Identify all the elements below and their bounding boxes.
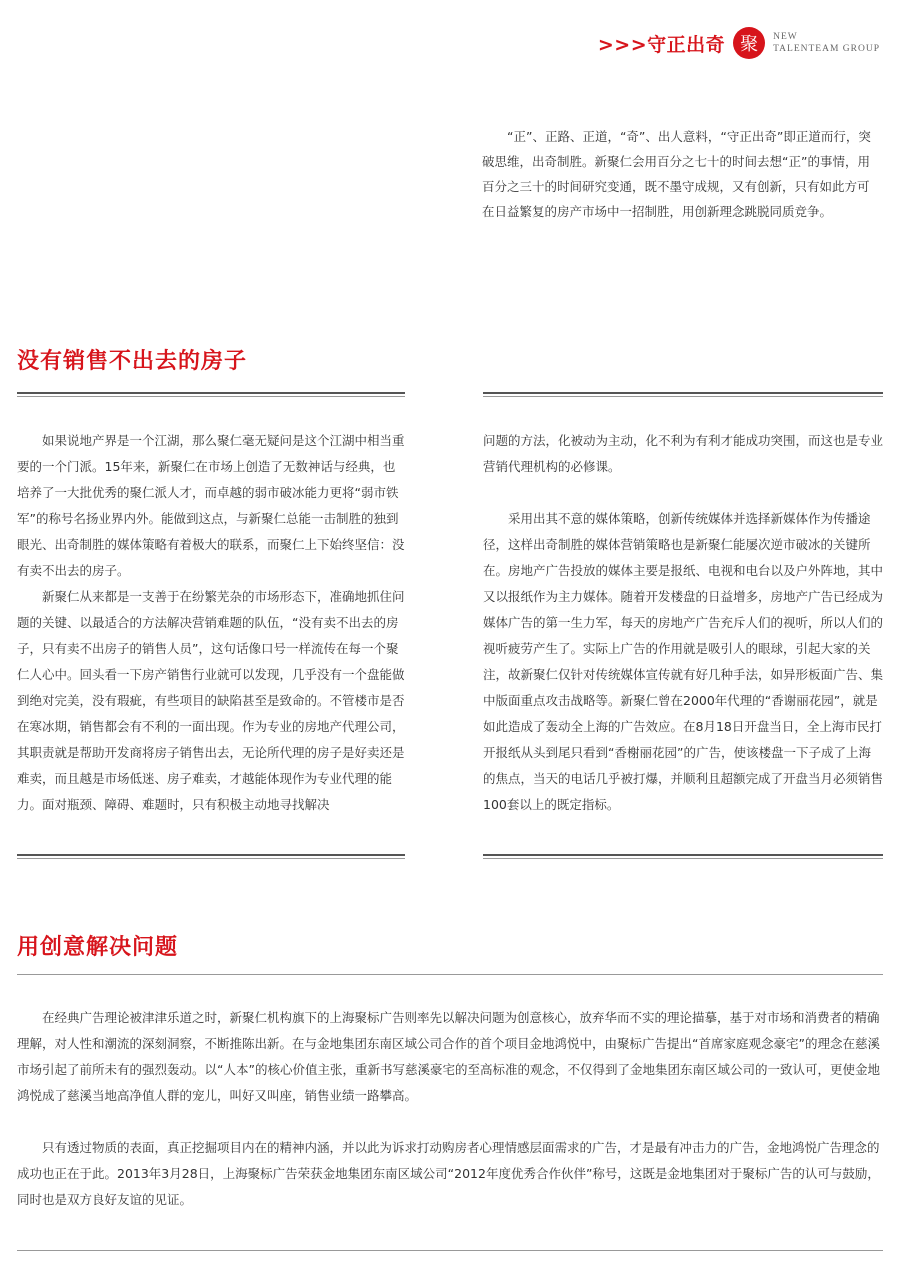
section2-title: 用创意解决问题 — [17, 934, 179, 960]
section1-title: 没有销售不出去的房子 — [17, 348, 248, 374]
brand-name-line2: TALENTEAM GROUP — [773, 44, 880, 54]
section1-left-column — [17, 428, 407, 818]
section2-top-rule — [17, 974, 883, 975]
section2-paragraph-2: 只有透过物质的表面，真正挖掘项目内在的精神内涵，并以此为诉求打动购房者心理情感层面需求的广告，才是最有冲击力的广告，金地鸿悦广告理念的成功也正在于此。2013年3月28日，上海聚标广告荣获金地集团东南区域公司“2012年度优秀合作伙伴”称号，这既是金地集团对于聚标广告的认可与鼓励，同时也是双方良好友谊的见证。 — [17, 1140, 880, 1207]
section1-right-paragraph-2: 采用出其不意的媒体策略，创新传统媒体并选择新媒体作为传播途径，这样出奇制胜的媒体营销策略也是新聚仁能屡次逆市破冰的关键所在。房地产广告投放的媒体主要是报纸、电视和电台以及户外阵地，其中又以报纸作为主力媒体。随着开发楼盘的日益增多，房地产广告已经成为媒体广告的第一生力军，每天的房地产广告充斥人们的视听，所以人们的视听疲劳产生了。实际上广告的作用就是吸引人的眼球，引起大家的关注，故新聚仁仅针对传统媒体宣传就有好几种手法，如异形板面广告、集中版面重点攻击战略等。新聚仁曾在2000年代理的“香谢丽花园”，就是如此造成了轰动全上海的广告效应。在8月18日开盘当日，全上海市民打开报纸从头到尾只看到“香榭丽花园”的广告，使该楼盘一下子成了上海的焦点，当天的电话几乎被打爆，并顺利且超额完成了开盘当月必须销售100套以上的既定指标。 — [483, 511, 884, 812]
brand-name — [773, 31, 880, 55]
section1-right-paragraph-1: 问题的方法，化被动为主动，化不利为有利才能成功突围，而这也是专业营销代理机构的必修课。 — [483, 433, 884, 474]
section2-bottom-rule — [17, 1250, 883, 1251]
intro-paragraph: “正”、正路、正道，“奇”、出人意料，“守正出奇”即正道而行，突破思维，出奇制胜。新聚仁会用百分之七十的时间去想“正”的事情，用百分之三十的时间研究变通，既不墨守成规，又有创新，只有如此方可在日益繁复的房产市场中一招制胜，用创新理念跳脱同质竞争。 — [482, 129, 871, 219]
section1-left-paragraph-1: 如果说地产界是一个江湖，那么聚仁毫无疑问是这个江湖中相当重要的一个门派。15年来，新聚仁在市场上创造了无数神话与经典，也培养了一大批优秀的聚仁派人才，而卓越的弱市破冰能力更将“弱市铁军”的称号名扬业界内外。能做到这点，与新聚仁总能一击制胜的独到眼光、出奇制胜的媒体策略有着极大的联系，而聚仁上下始终坚信：没有卖不出去的房子。 — [17, 433, 405, 578]
section1-top-rule-right — [483, 392, 883, 397]
brand-name-line1: NEW — [773, 32, 798, 42]
brand-logo-icon: 聚 — [733, 27, 765, 59]
section1-bottom-rule-right — [483, 854, 883, 859]
section1-left-paragraph-2: 新聚仁从来都是一支善于在纷繁芜杂的市场形态下，准确地抓住问题的关键、以最适合的方法解决营销难题的队伍，“没有卖不出去的房子，只有卖不出房子的销售人员”，这句话像口号一样流传在每一个聚仁人心中。回头看一下房产销售行业就可以发现，几乎没有一个盘能做到绝对完美，没有瑕疵，有些项目的缺陷甚至是致命的。不管楼市是否在寒冰期，销售都会有不利的一面出现。作为专业的房地产代理公司，其职责就是帮助开发商将房子销售出去，无论所代理的房子是好卖还是难卖，而且越是市场低迷、房子难卖，才越能体现作为专业代理的能力。面对瓶颈、障碍、难题时，只有积极主动地寻找解决 — [17, 589, 405, 812]
header-slogan: >>>守正出奇 — [597, 33, 726, 56]
section1-top-rule-left — [17, 392, 405, 397]
section1-right-column — [483, 428, 883, 818]
section1-bottom-rule-left — [17, 854, 405, 859]
section2-paragraph-1: 在经典广告理论被津津乐道之时，新聚仁机构旗下的上海聚标广告则率先以解决问题为创意核心，放弃华而不实的理论描摹，基于对市场和消费者的精确理解，对人性和潮流的深刻洞察，不断推陈出新。在与金地集团东南区域公司合作的首个项目金地鸿悦中，由聚标广告提出“首席家庭观念豪宅”的理念在慈溪市场引起了前所未有的强烈轰动。以“人本”的核心价值主张，重新书写慈溪豪宅的至高标准的观念，不仅得到了金地集团东南区域公司的一致认可，更使金地鸿悦成了慈溪当地高净值人群的宠儿，叫好又叫座，销售业绩一路攀高。 — [17, 1010, 880, 1103]
section2-body — [17, 1005, 883, 1213]
page-header — [598, 20, 880, 66]
